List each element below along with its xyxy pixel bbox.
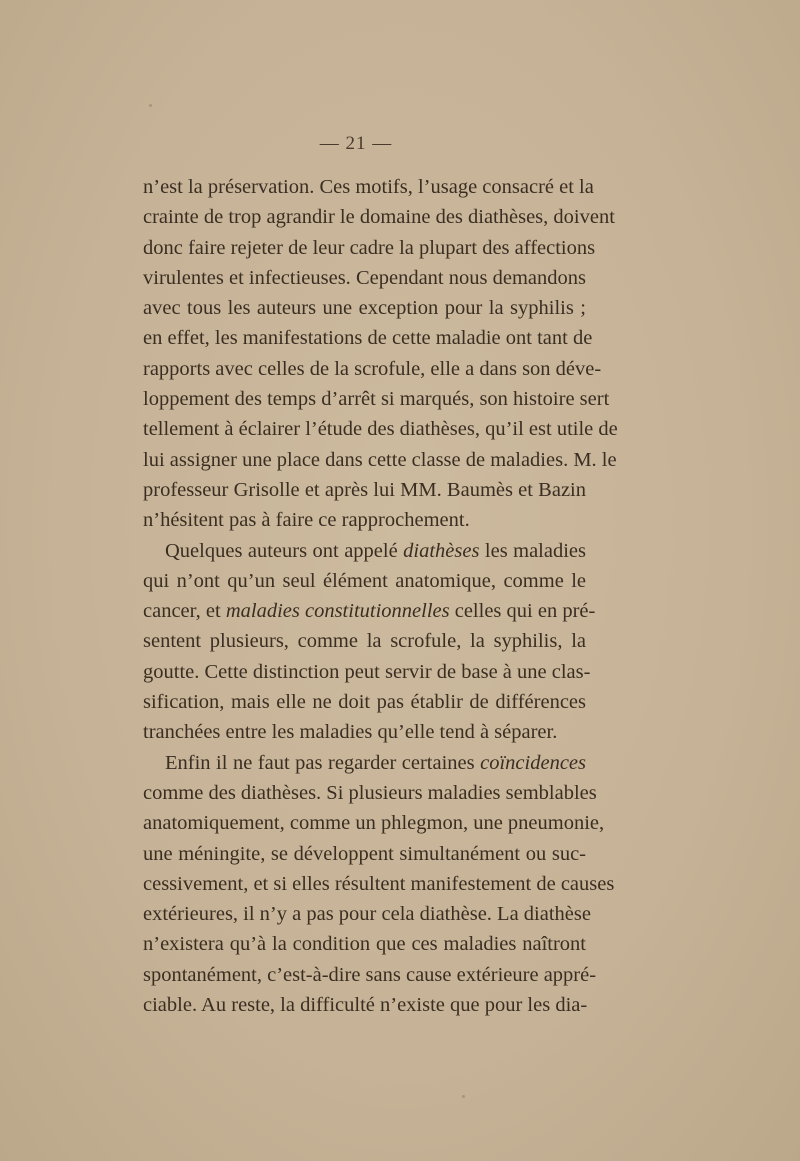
text-line bbox=[143, 657, 591, 687]
text-line bbox=[143, 566, 586, 596]
text-run: Quelques auteurs ont appelé bbox=[165, 539, 404, 562]
text-run: comme des diathèses. Si plusieurs maladies semblables bbox=[143, 781, 597, 804]
text-line bbox=[143, 626, 586, 656]
text-line bbox=[143, 323, 593, 353]
text-run: cessivement, et si elles résultent manifestement de causes bbox=[143, 872, 615, 895]
text-line bbox=[143, 202, 615, 232]
text-run: rapports avec celles de la scrofule, elle a dans son déve- bbox=[143, 357, 602, 380]
text-run: avec tous les auteurs une exception pour la syphilis ; bbox=[143, 297, 586, 320]
text-run: sification, mais elle ne doit pas établir de différences bbox=[143, 691, 586, 714]
paper-speck bbox=[462, 1095, 465, 1098]
text-line bbox=[143, 475, 586, 505]
text-line bbox=[143, 233, 596, 263]
text-run: lui assigner une place dans cette classe de maladies. M. le bbox=[143, 448, 617, 471]
text-line bbox=[143, 536, 586, 566]
text-line bbox=[143, 263, 586, 293]
text-line bbox=[143, 172, 594, 202]
text-run: cancer, et bbox=[143, 600, 226, 623]
text-run: n’est la préservation. Ces motifs, l’usage consacré et la bbox=[143, 176, 594, 198]
text-line bbox=[143, 414, 618, 444]
page-number: — 21 — bbox=[319, 133, 393, 154]
text-line bbox=[143, 717, 586, 747]
text-line bbox=[143, 929, 586, 959]
text-line bbox=[143, 748, 586, 778]
text-run: tranchées entre les maladies qu’elle tend à séparer. bbox=[143, 721, 558, 744]
italic-term: coïncidences bbox=[480, 751, 586, 774]
italic-term: diathèses bbox=[403, 539, 480, 562]
text-line bbox=[143, 445, 617, 475]
text-run: ciable. Au reste, la difficulté n’existe que pour les dia- bbox=[143, 994, 588, 1017]
text-run: n’hésitent pas à faire ce rapprochement. bbox=[143, 509, 470, 532]
text-line bbox=[143, 293, 586, 323]
text-run: les maladies bbox=[479, 539, 587, 562]
text-line bbox=[143, 778, 597, 808]
text-run: crainte de trop agrandir le domaine des diathèses, doivent bbox=[143, 206, 615, 229]
text-run: qui n’ont qu’un seul élément anatomique, comme le bbox=[143, 569, 586, 592]
text-run: Enfin il ne faut pas regarder certaines bbox=[165, 751, 481, 774]
text-run: virulentes et infectieuses. Cependant nous demandons bbox=[143, 266, 586, 289]
text-line bbox=[143, 687, 586, 717]
text-line bbox=[143, 596, 596, 626]
text-run: extérieures, il n’y a pas pour cela diathèse. La diathèse bbox=[143, 903, 591, 926]
text-run: une méningite, se développent simultanément ou suc- bbox=[143, 842, 586, 865]
text-run: en effet, les manifestations de cette maladie ont tant de bbox=[143, 327, 593, 350]
text-line bbox=[143, 869, 615, 899]
text-line bbox=[143, 384, 610, 414]
body-text bbox=[143, 172, 618, 1020]
italic-term: maladies constitutionnelles bbox=[225, 600, 450, 623]
text-line bbox=[143, 505, 586, 535]
text-run: spontanément, c’est-à-dire sans cause extérieure appré- bbox=[143, 963, 597, 986]
text-run: donc faire rejeter de leur cadre la plupart des affections bbox=[143, 236, 596, 259]
text-run: n’existera qu’à la condition que ces maladies naîtront bbox=[143, 933, 586, 956]
text-run: goutte. Cette distinction peut servir de base à une clas- bbox=[143, 660, 591, 683]
text-run: professeur Grisolle et après lui MM. Baumès et Bazin bbox=[143, 478, 586, 501]
text-line bbox=[143, 990, 586, 1020]
text-run: anatomiquement, comme un phlegmon, une pneumonie, bbox=[143, 812, 605, 835]
text-line bbox=[143, 960, 597, 990]
text-run: celles qui en pré- bbox=[449, 600, 596, 623]
text-run: sentent plusieurs, comme la scrofule, la syphilis, la bbox=[143, 630, 586, 653]
text-line bbox=[143, 899, 591, 929]
text-line bbox=[143, 808, 605, 838]
text-line bbox=[143, 354, 602, 384]
text-run: loppement des temps d’arrêt si marqués, son histoire sert bbox=[143, 388, 610, 411]
paper-speck bbox=[149, 104, 152, 107]
text-line bbox=[143, 839, 586, 869]
text-run: tellement à éclairer l’étude des diathèses, qu’il est utile de bbox=[143, 418, 618, 441]
